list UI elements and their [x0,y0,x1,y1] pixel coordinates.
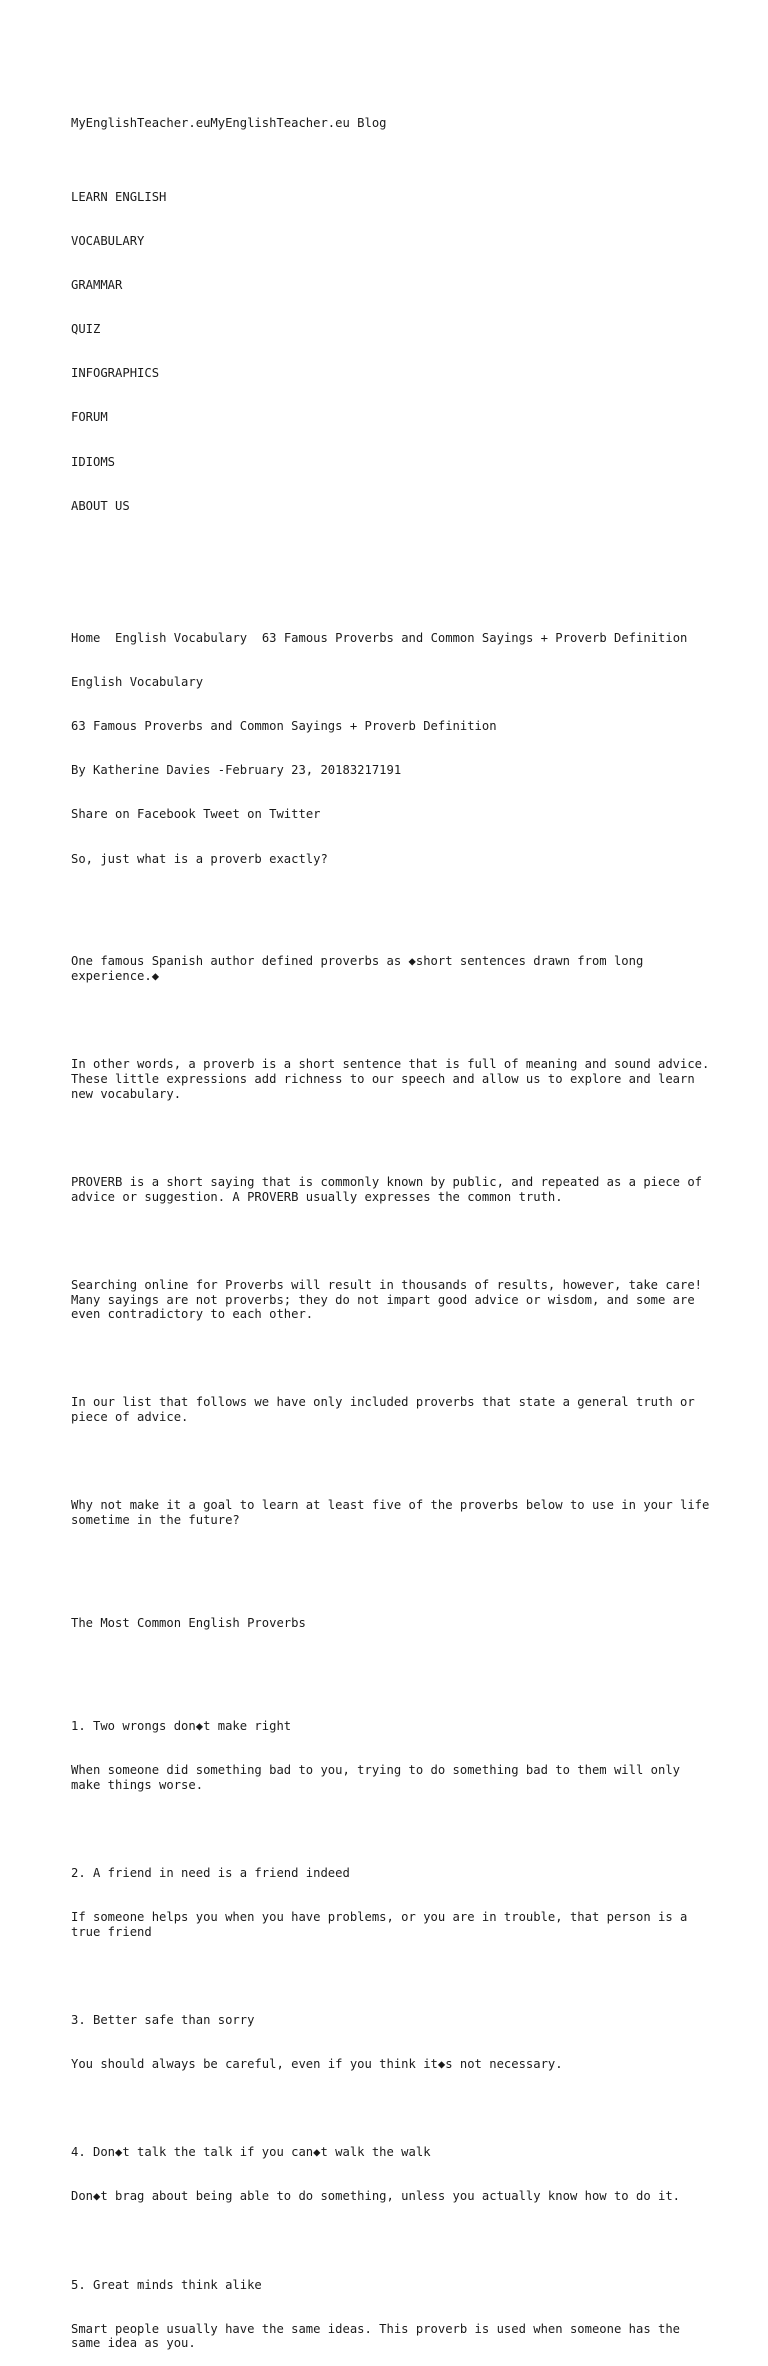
spacer [71,1969,711,1984]
nav-item-learn-english[interactable]: LEARN ENGLISH [71,189,167,204]
spacer [71,1013,711,1028]
article-category-link[interactable]: English Vocabulary [71,675,204,690]
breadcrumb-current: 63 Famous Proverbs and Common Sayings + Proverb Definition [261,631,688,645]
paragraph: In our list that follows we have only included proverbs that state a general truth or piece of advice. [71,1395,703,1425]
spacer [71,1131,711,1146]
site-title-link[interactable]: MyEnglishTeacher.euMyEnglishTeacher.eu Blog [71,116,387,131]
article-question: So, just what is a proverb exactly? [71,851,328,866]
proverb-meaning: You should always be careful, even if you think it◆s not necessary. [71,2057,563,2072]
paragraph: In other words, a proverb is a short sentence that is full of meaning and sound advice. These little expressions add richness to our speech and allow us to explore and learn new vocabulary. [71,1057,717,1101]
nav-item-infographics[interactable]: INFOGRAPHICS [71,366,160,381]
share-twitter-link[interactable]: Tweet on Twitter [203,807,321,822]
spacer [71,1822,711,1837]
share-facebook-link[interactable]: Share on Facebook [71,807,196,822]
article-byline: By Katherine Davies -February 23, 20183217191 [71,763,402,778]
nav-item-grammar[interactable]: GRAMMAR [71,278,123,293]
spacer [71,1557,711,1572]
paragraph: PROVERB is a short saying that is commonly known by public, and repeated as a piece of advice or suggestion. A PROVERB usually expresses the common truth. [71,1174,710,1204]
proverb-title: 4. Don◆t talk the talk if you can◆t walk the walk [71,2145,431,2160]
proverb-meaning: Don◆t brag about being able to do something, unless you actually know how to do it. [71,2189,681,2204]
proverb-title: 5. Great minds think alike [71,2277,262,2292]
breadcrumb-home[interactable]: Home [71,631,101,645]
proverb-meaning: If someone helps you when you have problems, or you are in trouble, that person is a true friend [71,1910,695,1939]
paragraph: One famous Spanish author defined proverbs as ◆short sentences drawn from long experience.◆ [71,954,651,984]
article-title: 63 Famous Proverbs and Common Sayings + Proverb Definition [71,719,497,734]
paragraph: Why not make it a goal to learn at least five of the proverbs below to use in your life sometime in the future? [71,1498,717,1528]
proverb-title: 1. Two wrongs don◆t make right [71,1718,292,1733]
breadcrumb [71,631,711,646]
spacer [71,1351,711,1366]
proverb-meaning: Smart people usually have the same ideas. This proverb is used when someone has the same idea as you. [71,2321,688,2351]
spacer [71,1454,711,1469]
nav-item-idioms[interactable]: IDIOMS [71,454,116,469]
spacer [71,2233,711,2248]
nav-item-about-us[interactable]: ABOUT US [71,498,130,513]
main-nav [71,161,711,543]
nav-item-forum[interactable]: FORUM [71,410,108,425]
paragraph: Searching online for Proverbs will result in thousands of results, however, take care! Many sayings are not proverbs; they do not impart good advice or wisdom, and some are even contradictory to each other. [71,1277,710,1322]
nav-item-vocabulary[interactable]: VOCABULARY [71,234,145,249]
spacer [71,2101,711,2116]
share-bar [71,807,711,822]
spacer [71,1234,711,1249]
spacer [71,896,711,911]
proverb-title: 3. Better safe than sorry [71,2012,255,2027]
spacer [71,572,711,587]
list-heading: The Most Common English Proverbs [71,1616,306,1630]
page-content [71,87,717,2366]
spacer [71,1660,711,1675]
proverb-meaning: When someone did something bad to you, trying to do something bad to them will only make things worse. [71,1763,688,1792]
breadcrumb-category[interactable]: English Vocabulary [115,631,248,645]
proverb-title: 2. A friend in need is a friend indeed [71,1865,350,1880]
nav-item-quiz[interactable]: QUIZ [71,322,101,337]
